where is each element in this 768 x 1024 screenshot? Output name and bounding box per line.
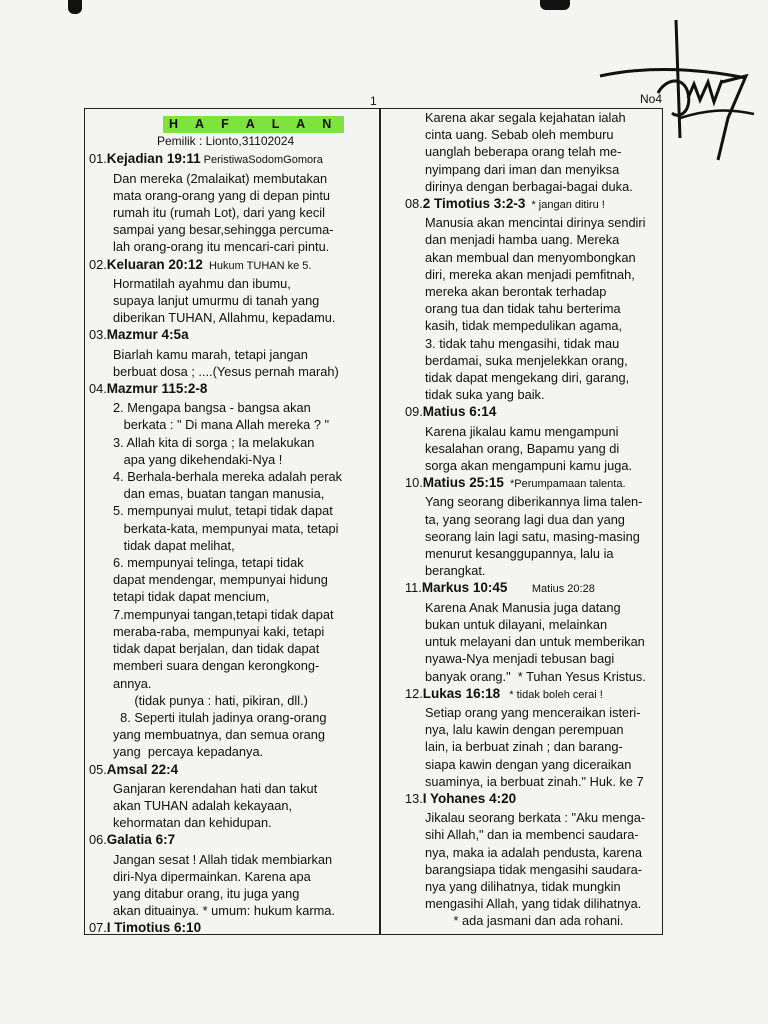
verse-number: 13. [405,790,423,806]
verse-line: akan membual dan menyombongkan [425,249,636,265]
verse-line: menurut kesanggupannya, lalu ia [425,546,614,562]
verse-line: siapa kawin dengan yang diceraikan [425,756,632,772]
verse-reference: Galatia 6:7 [106,832,176,848]
verse-entry-e03 [89,326,375,380]
verse-line: 3. tidak tahu mengasihi, tidak mau [425,335,620,351]
verse-number: 06. [89,832,107,848]
verse-heading [89,831,375,850]
verse-line: nyimpang dari iman dan menyiksa [425,161,620,177]
verse-note: Hukum TUHAN ke 5. [202,259,312,272]
verse-line: 7.mempunyai tangan,tetapi tidak dapat [113,606,334,622]
verse-heading [89,150,375,169]
verse-number: 03. [89,327,107,343]
verse-number: 07. [89,920,107,936]
verse-line: Karena Anak Manusia juga datang [425,599,621,615]
verse-heading [89,256,375,275]
verse-line: Ganjaran kerendahan hati dan takut [113,780,318,796]
verse-heading [89,326,375,345]
verse-reference: Matius 6:14 [422,404,497,420]
verse-line: nyawa-Nya menjadi tebusan bagi [425,651,615,667]
left-entries [89,150,375,938]
hafalan-title: H A F A L A N [163,116,344,133]
verse-reference: Amsal 22:4 [106,761,179,777]
verse-entry-e06 [89,831,375,919]
verse-line: meraba-raba, mempunyai kaki, tetapi [113,623,325,639]
verse-number: 01. [89,151,107,167]
verse-line: nya, maka ia adalah pendusta, karena [425,844,642,860]
verse-line: berkata-kata, mempunyai mata, tetapi [113,520,339,536]
verse-line: sorga akan mengampuni kamu juga. [425,458,633,474]
verse-number: 10. [405,475,423,491]
verse-reference: Markus 10:45 [421,580,508,596]
verse-entry-e04 [89,380,375,760]
verse-heading [89,761,375,780]
verse-heading [405,790,663,809]
verse-line: Biarlah kamu marah, tetapi jangan [113,346,308,362]
owner-line: Pemilik : Lionto,31102024 [157,134,295,149]
verse-line: nya, lalu kawin dengan perempuan [425,722,624,738]
verse-number: 05. [89,761,107,777]
verse-line: akan dituainya. * umum: hukum karma. [113,903,335,919]
page-label: No4 [640,92,663,106]
verse-entry-e07 [89,919,375,938]
verse-line: tidak dapat melihat, [113,537,235,553]
page-number: 1 [370,94,377,108]
verse-line: cinta uang. Sebab oleh memburu [425,127,614,143]
verse-line: Setiap orang yang menceraikan isteri- [425,704,641,720]
verse-line: untuk melayani dan untuk memberikan [425,634,645,650]
verse-number: 09. [405,404,423,420]
page-top-mark-left [68,0,82,14]
verse-line: Jangan sesat ! Allah tidak membiarkan [113,851,333,867]
verse-line: kehormatan dan kehidupan. [113,815,272,831]
verse-line: tetapi tidak dapat mencium, [113,589,270,605]
verse-note: * jangan ditiru ! [525,199,605,212]
verse-line: supaya lanjut umurmu di tanah yang [113,293,320,309]
verse-line: dan menjadi hamba uang. Mereka [425,232,620,248]
verse-entry-e09 [405,403,663,474]
left-column [89,109,375,939]
verse-line: tidak dapat berjalan, dan tidak dapat [113,641,320,657]
verse-entry-e12 [405,685,663,790]
verse-line: 8. Seperti itulah jadinya orang-orang [113,709,327,725]
verse-heading [89,380,375,399]
verse-line: bukan untuk dilayani, melainkan [425,616,608,632]
verse-reference: Kejadian 19:11 [106,151,201,167]
verse-entry-e13 [405,790,663,930]
verse-line: mereka akan berontak terhadap [425,284,607,300]
verse-line: diri, mereka akan menjadi pemfitnah, [425,266,635,282]
hafalan-page [84,108,663,935]
verse-heading [405,195,663,214]
verse-line: yang percaya kepadanya. [113,744,264,760]
verse-note: PeristiwaSodomGomora [200,154,323,167]
verse-entry-e11 [405,579,663,684]
verse-reference: Lukas 16:18 [422,685,501,701]
verse-reference: Mazmur 4:5a [106,327,189,343]
verse-line: uanglah beberapa orang telah me- [425,144,622,160]
right-entries [405,109,663,930]
verse-entry-e08 [405,195,663,403]
verse-reference: Matius 25:15 [422,475,504,491]
verse-line: berkata : " Di mana Allah mereka ? " [113,417,330,433]
verse-line: diri-Nya dipermainkan. Karena apa [113,868,311,884]
verse-note: *Perumpamaan talenta. [503,478,626,491]
verse-number: 11. [405,580,422,596]
verse-line: 4. Berhala-berhala mereka adalah perak [113,469,343,485]
verse-line: 3. Allah kita di sorga ; Ia melakukan [113,434,315,450]
verse-line: nya yang dilihatnya, tidak mungkin [425,878,621,894]
verse-number: 04. [89,381,107,397]
verse-line: tidak dapat mengekang diri, garang, [425,370,630,386]
verse-line: dirinya dengan berbagai-bagai duka. [425,178,633,194]
verse-line: yang ditabur orang, itu juga yang [113,885,300,901]
verse-heading [89,919,375,938]
verse-line: berangkat. [425,563,486,579]
verse-line: memberi suara dengan kerongkong- [113,658,320,674]
verse-line: 5. mempunyai mulut, tetapi tidak dapat [113,503,333,519]
verse-line: barangsiapa tidak mengasihi saudara- [425,861,642,877]
verse-note: Matius 20:28 [507,583,595,596]
verse-line: Jikalau seorang berkata : "Aku menga- [425,810,646,826]
verse-line: rumah itu (rumah Lot), dari yang kecil [113,205,325,221]
verse-reference: Mazmur 115:2-8 [106,381,208,397]
column-divider [379,109,381,934]
verse-number: 12. [405,685,423,701]
verse-line: Manusia akan mencintai dirinya sendiri [425,215,646,231]
verse-line: banyak orang." * Tuhan Yesus Kristus. [425,668,646,684]
verse-entry-e10 [405,474,663,579]
verse-entry-e01 [89,150,375,255]
verse-line: Yang seorang diberikannya lima talen- [425,494,643,510]
verse-reference: 2 Timotius 3:2-3 [422,196,526,212]
verse-line: suaminya, ia berbuat zinah." Huk. ke 7 [425,773,644,789]
page-top-mark-right [540,0,570,10]
verse-heading [405,579,663,598]
verse-line: akan TUHAN adalah kekayaan, [113,797,293,813]
verse-line: yang membuatnya, dan semua orang [113,727,325,743]
verse-line: sihi Allah," dan ia membenci saudara- [425,827,639,843]
verse-line: Karena akar segala kejahatan ialah [425,110,626,125]
verse-line: kasih, tidak mempedulikan agama, [425,318,623,334]
verse-line: 2. Mengapa bangsa - bangsa akan [113,400,311,416]
verse-line: berbuat dosa ; ....(Yesus pernah marah) [113,363,339,379]
verse-number: 08. [405,196,423,212]
verse-line: mata orang-orang yang di depan pintu [113,187,330,203]
verse-line: orang tua dan tidak tahu berterima [425,301,621,317]
verse-line: berdamai, suka menjelekkan orang, [425,352,628,368]
verse-heading [405,474,663,493]
verse-line: Karena jikalau kamu mengampuni [425,423,619,439]
verse-line: lah orang-orang itu mencari-cari pintu. [113,239,330,255]
verse-line: annya. [113,675,152,691]
right-column [405,109,663,930]
verse-heading [405,403,663,422]
verse-line: tidak suka yang baik. [425,387,545,403]
verse-line: ta, yang seorang lagi dua dan yang [425,511,625,527]
verse-line: mengasihi Allah, yang tidak dilihatnya. [425,896,642,912]
verse-entry-e02 [89,256,375,327]
verse-line: Hormatilah ayahmu dan ibumu, [113,275,291,291]
verse-reference: Keluaran 20:12 [106,256,203,272]
verse-line: kesalahan orang, Bapamu yang di [425,440,620,456]
verse-line: seorang lain lagi satu, masing-masing [425,528,640,544]
verse-number: 02. [89,256,107,272]
verse-note: * tidak boleh cerai ! [500,688,603,701]
verse-reference: I Timotius 6:10 [106,920,202,936]
verse-line: sampai yang besar,sehingga percuma- [113,222,334,238]
verse-line: 6. mempunyai telinga, tetapi tidak [113,555,304,571]
verse-line: dan emas, buatan tangan manusia, [113,486,325,502]
verse-entry-e07b [405,109,663,195]
verse-line: Dan mereka (2malaikat) membutakan [113,170,328,186]
verse-heading [405,685,663,704]
verse-line: apa yang dikehendaki-Nya ! [113,451,283,467]
verse-line: dapat mendengar, mempunyai hidung [113,572,328,588]
verse-reference: I Yohanes 4:20 [422,790,517,806]
verse-line: * ada jasmani dan ada rohani. [425,913,624,929]
verse-line: (tidak punya : hati, pikiran, dll.) [113,692,308,708]
verse-line: lain, ia berbuat zinah ; dan barang- [425,739,623,755]
verse-entry-e05 [89,761,375,832]
verse-line: diberikan TUHAN, Allahmu, kepadamu. [113,310,336,326]
